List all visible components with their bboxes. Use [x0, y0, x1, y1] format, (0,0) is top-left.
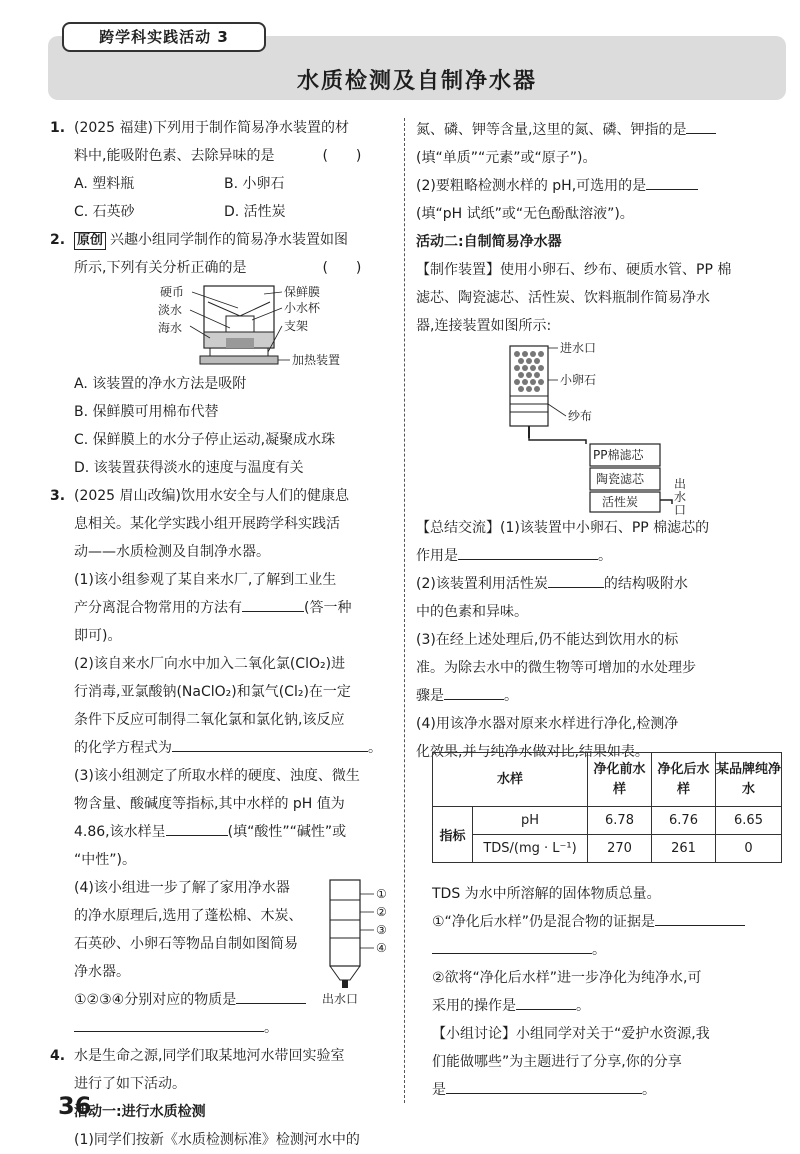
t1-blank-a[interactable] — [655, 908, 745, 926]
activity-1-heading: 活动一:进行水质检测 — [74, 1104, 206, 1120]
filter-label-2: ② — [376, 905, 387, 919]
summary-3-blank[interactable] — [444, 682, 504, 700]
discuss-blank[interactable] — [446, 1076, 642, 1094]
q1-line-1: 1. (2025 福建)下列用于制作简易净水装置的材 — [50, 114, 396, 142]
tds-note: TDS 为水中所溶解的固体物质总量。 — [432, 886, 661, 902]
q3-4-blank-b[interactable] — [74, 1014, 264, 1032]
summary-1-blank[interactable] — [458, 542, 598, 560]
q1-answer-paren[interactable]: ( ) — [322, 148, 362, 164]
q1-option-c[interactable]: C. 石英砂 — [74, 204, 135, 220]
label-pebbles: 小卵石 — [560, 373, 597, 387]
label-outlet-3: 口 — [674, 503, 687, 517]
label-inlet: 进水口 — [560, 341, 597, 355]
q1-option-b[interactable]: B. 小卵石 — [224, 176, 285, 192]
table-header-row: 水样 净化前水样 净化后水样 某品牌纯净水 — [433, 753, 782, 807]
label-seawater: 海水 — [158, 321, 183, 335]
filter-label-1: ① — [376, 887, 387, 901]
q3-2-equation-blank[interactable] — [172, 734, 368, 752]
column-divider — [404, 118, 405, 1103]
q2-diagram — [50, 282, 396, 370]
filter-label-3: ③ — [376, 923, 387, 937]
solar-still-diagram — [190, 286, 290, 364]
label-ceramic-filter: 陶瓷滤芯 — [596, 472, 645, 486]
label-outlet-2: 水 — [674, 490, 687, 504]
label-coin: 硬币 — [160, 285, 185, 299]
home-filter-diagram — [326, 876, 402, 994]
q1-number: 1. — [50, 120, 66, 136]
q1-line-2: 料中,能吸附色素、去除异味的是 ( ) — [50, 142, 396, 170]
summary-2-blank[interactable] — [548, 570, 604, 588]
label-outlet-1: 出 — [674, 477, 687, 491]
label-small-cup: 小水杯 — [284, 301, 321, 315]
label-stand: 支架 — [284, 319, 309, 333]
filter-device-diagram — [416, 340, 780, 517]
q2-option-c[interactable]: C. 保鲜膜上的水分子停止运动,凝聚成水珠 — [74, 432, 336, 448]
table-row: 指标 pH 6.78 6.76 6.65 — [433, 807, 782, 835]
right-column: 氮、磷、钾等含量,这里的氮、磷、钾指的是 (填“单质”“元素”或“原子”)。 (2)要粗略检测水样的 pH,可选用的是 (填“pH 试纸”或“无色酚酞溶液”)。 活动二:自制简易净水器 【制作装置】使用小卵石、纱布、硬质水管、PP 棉 滤芯、陶瓷滤芯、活性炭、饮料瓶制作简易净水 器,连接装置如图所示: 进水口 小卵石 纱布 PP棉滤芯 陶瓷滤芯 活性炭 出 水 口 【总结交流】(1)该装置中小卵石、PP 棉滤芯的 作用是 。 (2)该装置利用活性炭 的结构吸附水 中的色素和异味。 (3)在经上述处理后,仍不能达到饮用水的标 准。为除去水中的微生物等可增加的水处理步 骤是 。 (4)用该净水器对原来水样进行净化,检测净 化效果,并与纯净水做对比,结果如表。 — [416, 116, 780, 766]
label-fresh-water: 淡水 — [158, 303, 183, 317]
q3-1-blank[interactable] — [242, 594, 304, 612]
filter-outlet-label: 出水口 — [322, 992, 359, 1006]
label-activated-carbon: 活性炭 — [602, 495, 639, 509]
q1-option-d[interactable]: D. 活性炭 — [224, 204, 286, 220]
page-title: 水质检测及自制净水器 — [296, 69, 537, 94]
left-column: 1. (2025 福建)下列用于制作简易净水装置的材 料中,能吸附色素、去除异味的是 ( ) A. 塑料瓶 B. 小卵石 C. 石英砂 D. 活性炭 2. 原创 兴趣小组同学制作的简易净水装置如图 所示,下列有关分析正确的是 ( ) 硬币 淡水 海水 保鲜膜 小水杯 支架 加热装置 A. 该装置的净水方法是吸附 B. 保鲜膜可用棉布代替 C. 保鲜膜上的水分子停止运动,凝聚成水珠 D. 该装置获得淡水的速度与温度有关 3. (2025 眉山改编)饮用水安全与人们的健康息 息相关。某化学实践小组开展跨学科实践活 动——水质检测及自制净水器。 (1)该小组参观了某自来水厂,了解到工业生 产分离混合物常用的方法有 (答一种 即可)。 (2)该自来水厂向水中加入二氧化氯(ClO₂)进 行消毒,亚氯酸钠(NaClO₂)和氯气(Cl₂)在一定 条件下反应可制得二氧化氯和氯化钠,该反应 的化学方程式为 。 (3)该小组测定了所取水样的硬度、浊度、微生 物含量、酸碱度等指标,其中水样的 pH 值为 4.86,该水样呈 (填“酸性”“碱性”或 “中性”)。 (4)该小组进一步了解了家用净水器 的净水原理后,选用了蓬松棉、木炭、 石英砂、小卵石等物品自制如图简易 净水器。 ①②③④分别对应的物质是 。 ① ② ③ ④ 出水口 4. 水是生命之源,同学们取某地河水带回实验室 进行了如下活动。 活动一:进行水质检测 (1)同学们按新《水质检测标准》检测河水中的 — [50, 114, 396, 1154]
t2-blank[interactable] — [516, 992, 576, 1010]
label-heater: 加热装置 — [292, 353, 341, 367]
label-pp-filter: PP棉滤芯 — [593, 448, 644, 462]
q2-option-a[interactable]: A. 该装置的净水方法是吸附 — [74, 376, 247, 392]
q4-2-blank[interactable] — [646, 172, 698, 190]
q2-option-d[interactable]: D. 该装置获得淡水的速度与温度有关 — [74, 460, 304, 476]
page-number: 36 — [58, 1092, 92, 1120]
label-cling-film: 保鲜膜 — [284, 285, 321, 299]
q1-option-a[interactable]: A. 塑料瓶 — [74, 176, 135, 192]
original-tag: 原创 — [74, 232, 106, 250]
q4-1-blank[interactable] — [686, 116, 716, 134]
activity-2-heading: 活动二:自制简易净水器 — [416, 234, 562, 250]
label-gauze: 纱布 — [568, 409, 593, 423]
right-column-bottom: TDS 为水中所溶解的固体物质总量。 ①“净化后水样”仍是混合物的证据是 。 ②欲将“净化后水样”进一步净化为纯净水,可 采用的操作是 。 【小组讨论】小组同学对关于“爱护水资源,我 们能做哪些”为主题进行了分享,你的分享 是 。 — [432, 880, 786, 1104]
table-row: TDS/(mg · L⁻¹) 270 261 0 — [433, 835, 782, 863]
q2-line-1: 2. 原创 兴趣小组同学制作的简易净水装置如图 — [50, 232, 349, 248]
q3-4-blank-a[interactable] — [236, 986, 306, 1004]
q2-answer-paren[interactable]: ( ) — [322, 260, 362, 276]
t1-blank-b[interactable] — [432, 936, 592, 954]
filter-label-4: ④ — [376, 941, 387, 955]
q3-3-blank[interactable] — [166, 818, 228, 836]
result-table — [432, 752, 782, 863]
section-tab: 跨学科实践活动 3 — [62, 22, 266, 52]
q2-option-b[interactable]: B. 保鲜膜可用棉布代替 — [74, 404, 219, 420]
